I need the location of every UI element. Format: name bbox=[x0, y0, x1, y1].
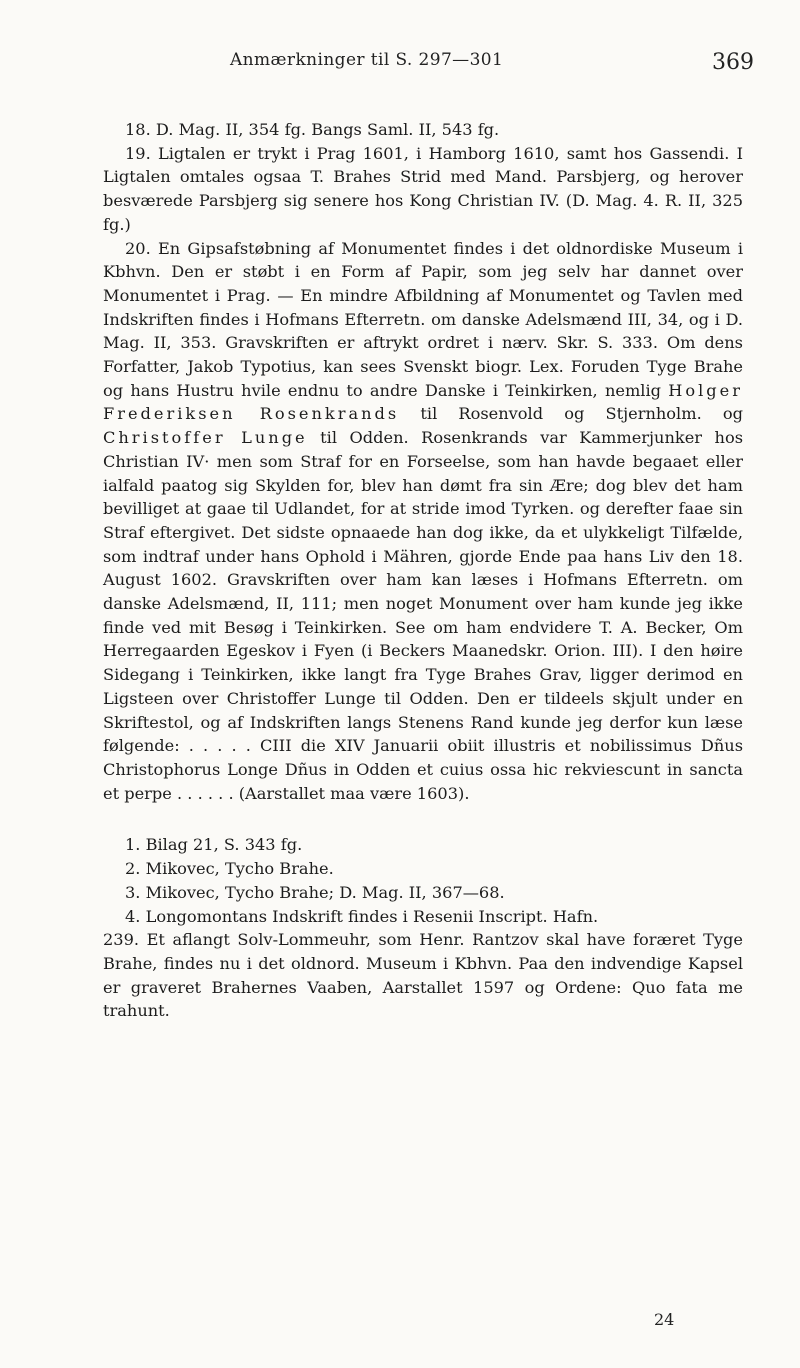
page-number: 369 bbox=[712, 50, 754, 75]
note-20-text-c: til Odden. Rosenkrands var Kammerjunker hos Christian IV· men som Straf for en Forseelse, som han havde begaaet eller ialfald paatog sig Skylden for, blev han dømt fra sin Ære; dog blev det ham bevilliget at gaae til Udlandet, for at stride imod Tyrken. og derefter faae sin Straf eftergivet. Det sidste opnaaede han dog ikke, da et ulykkeligt Tilfælde, som indtraf under hans Ophold i Mähren, gjorde Ende paa hans Liv den 18. August 1602. Gravskriften over ham kan læses i Hofmans Efterretn. om danske Adelsmænd, II, 111; men noget Monument over ham kunde jeg ikke finde ved mit Besøg i Teinkirken. See om ham endvidere T. A. Becker, Om Herregaarden Egeskov i Fyen (i Beckers Maanedskr. Orion. III). I den høire Sidegang i Teinkirken, ikke langt fra Tyge Brahes Grav, ligger derimod en Ligsteen over Christoffer Lunge til Odden. Den er tildeels skjult under en Skriftestol, og af Indskriften langs Stenens Rand kunde jeg derfor kun læse følgende: . . . . . CIII die XIV Januarii obiit illustris et nobilissimus Dñus Christophorus Longe Dñus in Odden et cuius ossa hic rekviescunt in sancta et perpe . . . . . . (Aarstallet maa være 1603). bbox=[103, 428, 743, 803]
note-item-1: 1. Bilag 21, S. 343 fg. bbox=[125, 835, 303, 855]
running-title: Anmærkninger til S. 297—301 bbox=[230, 50, 504, 70]
note-item-4: 4. Longomontans Indskrift findes i Resenii Inscript. Hafn. bbox=[125, 906, 599, 926]
note-20-text-b: til Rosenvold og Stjernholm. og bbox=[399, 404, 743, 424]
note-20 bbox=[103, 237, 743, 806]
name-lunge: Christoffer Lunge bbox=[103, 428, 308, 448]
page-body bbox=[103, 118, 743, 1023]
note-item-3: 3. Mikovec, Tycho Brahe; D. Mag. II, 367—68. bbox=[125, 882, 505, 902]
numbered-notes bbox=[103, 833, 743, 928]
name-rosenkrands: Holger Frederiksen Rosenkrands bbox=[103, 380, 743, 424]
note-20-text-a: 20. En Gipsafstøbning af Monumentet findes i det oldnordiske Museum i Kbhvn. Den er støbt i en Form af Papir, som jeg selv har dannet over Monumentet i Prag. — En mindre Afbildning af Monumentet og Tavlen med Indskriften findes i Hofmans Efterretn. om danske Adelsmænd III, 34, og i D. Mag. II, 353. Gravskriften er aftrykt ordret i nærv. Skr. S. 333. Om dens Forfatter, Jakob Typotius, kan sees Svenskt biogr. Lex. Foruden Tyge Brahe og hans Hustru hvile endnu to andre Danske i Teinkirken, nemlig bbox=[103, 238, 743, 400]
note-19: 19. Ligtalen er trykt i Prag 1601, i Hamborg 1610, samt hos Gassendi. I Ligtalen omtales ogsaa T. Brahes Strid med Mand. Parsbjerg, og herover besværede Parsbjerg sig senere hos Kong Christian IV. (D. Mag. 4. R. II, 325 fg.) bbox=[103, 143, 743, 234]
note-239: 239. Et aflangt Solv-Lommeuhr, som Henr. Rantzov skal have foræret Tyge Brahe, findes nu i det oldnord. Museum i Kbhvn. Paa den indvendige Kapsel er graveret Brahernes Vaaben, Aarstallet 1597 og Ordene: Quo fata me trahunt. bbox=[103, 930, 743, 1021]
note-item-2: 2. Mikovec, Tycho Brahe. bbox=[125, 859, 334, 879]
signature-mark: 24 bbox=[654, 1310, 675, 1329]
note-18: 18. D. Mag. II, 354 fg. Bangs Saml. II, 543 fg. bbox=[125, 120, 500, 139]
